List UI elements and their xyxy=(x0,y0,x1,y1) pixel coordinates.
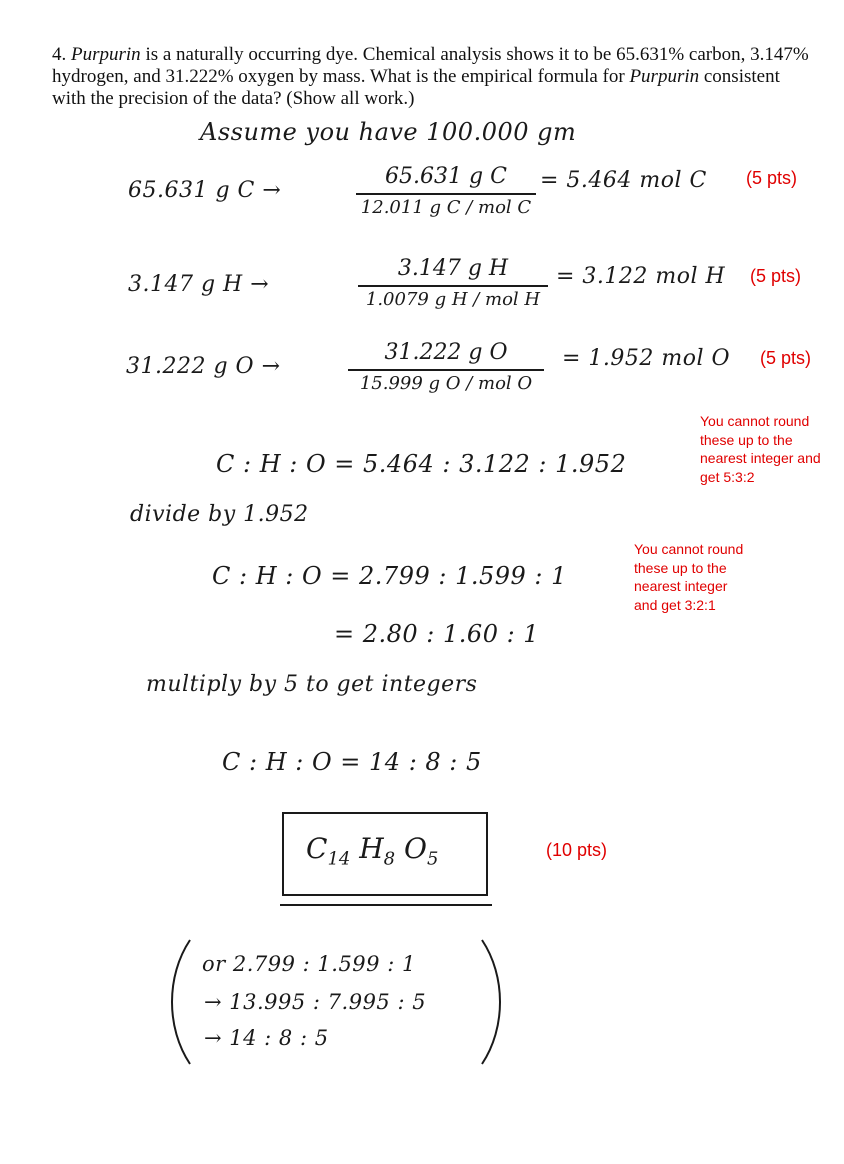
carbon-points: (5 pts) xyxy=(746,168,798,188)
mole-ratio-raw: C : H : O = 5.464 : 3.122 : 1.952 xyxy=(216,450,627,478)
alternative-line-3: → 14 : 8 : 5 xyxy=(204,1026,329,1050)
hydrogen-points: (5 pts) xyxy=(750,266,802,286)
fraction-bar xyxy=(356,193,536,195)
hydrogen-given: 3.147 g H → xyxy=(128,272,270,297)
question-compound-name: Purpurin xyxy=(71,44,141,65)
carbon-result: = 5.464 mol C xyxy=(540,168,707,193)
formula-subscript-o: 5 xyxy=(427,848,439,870)
alternative-line-1: or 2.799 : 1.599 : 1 xyxy=(202,952,416,976)
question-body-part2: consistent with the precision of the data? (Show all work.) xyxy=(52,66,780,109)
right-parenthesis xyxy=(482,940,500,1064)
oxygen-points: (5 pts) xyxy=(760,348,812,368)
mole-ratio-rounded: = 2.80 : 1.60 : 1 xyxy=(334,620,540,648)
carbon-denominator: 12.011 g C / mol C xyxy=(360,197,532,218)
grader-note-1: You cannot round these up to the nearest integer and get 5:3:2 xyxy=(700,413,821,485)
question-compound-name-2: Purpurin xyxy=(629,66,700,87)
oxygen-result: = 1.952 mol O xyxy=(562,346,731,371)
oxygen-numerator: 31.222 g O xyxy=(384,340,508,365)
carbon-fraction xyxy=(356,164,536,218)
fraction-bar xyxy=(358,285,548,287)
hydrogen-denominator: 1.0079 g H / mol H xyxy=(365,289,541,310)
carbon-numerator: 65.631 g C xyxy=(385,164,507,189)
multiply-instruction: multiply by 5 to get integers xyxy=(146,672,478,697)
formula-subscript-c: 14 xyxy=(327,848,351,870)
divide-instruction: divide by 1.952 xyxy=(130,502,309,527)
oxygen-given: 31.222 g O → xyxy=(126,354,281,379)
mole-ratio-integer: C : H : O = 14 : 8 : 5 xyxy=(222,748,482,776)
oxygen-fraction xyxy=(348,340,544,394)
grader-note-2: You cannot round these up to the nearest integer and get 3:2:1 xyxy=(634,541,744,613)
fraction-bar xyxy=(348,369,544,371)
answer-underline xyxy=(280,904,492,906)
carbon-given: 65.631 g C → xyxy=(128,178,282,203)
question-body-part1: is a naturally occurring dye. Chemical analysis shows it to be 65.631% carbon, 3.147% hydrogen, and 31.222% oxygen by mass. What is the empirical formula for xyxy=(52,44,809,87)
formula-element-h: H xyxy=(359,832,384,865)
oxygen-denominator: 15.999 g O / mol O xyxy=(359,373,533,394)
question-number: 4. xyxy=(52,44,67,65)
formula-points: (10 pts) xyxy=(546,840,608,860)
assumption-line: Assume you have 100.000 gm xyxy=(200,118,577,146)
answer-box xyxy=(282,812,488,896)
hydrogen-result: = 3.122 mol H xyxy=(556,264,726,289)
question-text xyxy=(52,44,812,110)
hydrogen-fraction xyxy=(358,256,548,310)
hydrogen-numerator: 3.147 g H xyxy=(397,256,509,281)
formula-element-o: O xyxy=(404,832,427,865)
left-parenthesis xyxy=(172,940,190,1064)
formula-element-c: C xyxy=(306,832,328,865)
mole-ratio-divided: C : H : O = 2.799 : 1.599 : 1 xyxy=(212,562,567,590)
empirical-formula xyxy=(306,832,438,870)
formula-subscript-h: 8 xyxy=(383,848,396,870)
alternative-line-2: → 13.995 : 7.995 : 5 xyxy=(204,990,427,1014)
